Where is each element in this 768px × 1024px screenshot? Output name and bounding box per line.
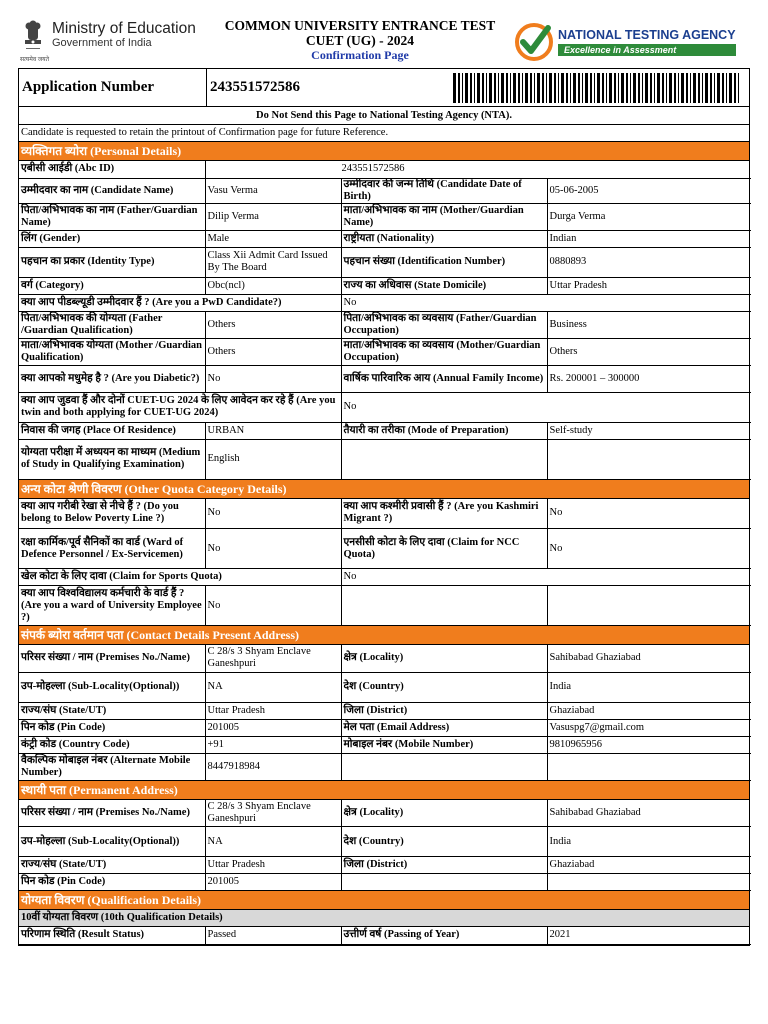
- twin-value: No: [341, 392, 751, 422]
- ministry-logo: [18, 20, 196, 60]
- passing-year-label: उत्तीर्ण वर्ष (Passing of Year): [341, 927, 547, 944]
- gender-label: लिंग (Gender): [19, 230, 205, 247]
- residence-label: निवास की जगह (Place Of Residence): [19, 422, 205, 439]
- email-label: मेल पता (Email Address): [341, 719, 547, 736]
- government-name: Government of India: [52, 37, 152, 49]
- mother-qualification-value: Others: [205, 338, 341, 365]
- present-state-value: Uttar Pradesh: [205, 702, 341, 719]
- mother-qualification-label: माता/अभिभावक योग्यता (Mother /Guardian Qualification): [19, 338, 205, 365]
- present-district-value: Ghaziabad: [547, 702, 751, 719]
- present-country-label: देश (Country): [341, 672, 547, 702]
- present-pin-value: 201005: [205, 719, 341, 736]
- permanent-address-header: स्थायी पता (Permanent Address): [19, 781, 749, 800]
- permanent-country-label: देश (Country): [341, 827, 547, 857]
- identification-number-label: पहचान संख्या (Identification Number): [341, 247, 547, 277]
- retain-note: Candidate is requested to retain the printout of Confirmation page for future Reference.: [19, 125, 749, 142]
- ministry-name: Ministry of Education: [52, 20, 196, 37]
- dob-label: उम्मीदवार की जन्म तिथि (Candidate Date of Birth): [341, 178, 547, 203]
- kashmiri-migrant-value: No: [547, 499, 751, 529]
- present-premises-label: परिसर संख्या / नाम (Premises No./Name): [19, 645, 205, 672]
- ncc-quota-value: No: [547, 529, 751, 569]
- permanent-district-value: Ghaziabad: [547, 857, 751, 874]
- permanent-state-label: राज्य/संघ (State/UT): [19, 857, 205, 874]
- preparation-mode-value: Self-study: [547, 422, 751, 439]
- tenth-qualification-header: 10वीं योग्यता विवरण (10th Qualification Details): [19, 910, 749, 927]
- state-domicile-value: Uttar Pradesh: [547, 277, 751, 294]
- mother-occupation-label: माता/अभिभावक का व्यवसाय (Mother/Guardian Occupation): [341, 338, 547, 365]
- passing-year-value: 2021: [547, 927, 751, 944]
- abc-id-value: 243551572586: [205, 161, 751, 178]
- present-address-table: [19, 645, 751, 781]
- identity-type-value: Class Xii Admit Card Issued By The Board: [205, 247, 341, 277]
- exam-title: COMMON UNIVERSITY ENTRANCE TEST: [224, 18, 496, 33]
- gender-value: Male: [205, 230, 341, 247]
- mobile-value: 9810965956: [547, 736, 751, 753]
- category-label: वर्ग (Category): [19, 277, 205, 294]
- father-name-value: Dilip Verma: [205, 203, 341, 230]
- permanent-address-table: [19, 800, 751, 892]
- defence-ward-value: No: [205, 529, 341, 569]
- mobile-label: मोबाइल नंबर (Mobile Number): [341, 736, 547, 753]
- do-not-send-notice: Do Not Send this Page to National Testing Agency (NTA).: [19, 107, 749, 125]
- agency-name: NATIONAL TESTING AGENCY: [558, 28, 736, 42]
- page-header: [0, 0, 768, 68]
- nationality-label: राष्ट्रीयता (Nationality): [341, 230, 547, 247]
- barcode-icon: [453, 73, 743, 103]
- page-title: Confirmation Page: [311, 48, 409, 62]
- result-status-value: Passed: [205, 927, 341, 944]
- permanent-premises-value: C 28/s 3 Shyam Enclave Ganeshpuri: [205, 800, 341, 827]
- permanent-locality-label: क्षेत्र (Locality): [341, 800, 547, 827]
- agency-tagline: Excellence in Assessment: [558, 44, 736, 56]
- diabetic-label: क्या आपको मधुमेह है ? (Are you Diabetic?): [19, 365, 205, 392]
- result-status-label: परिणाम स्थिति (Result Status): [19, 927, 205, 944]
- exam-heading: [210, 18, 510, 63]
- father-occupation-label: पिता/अभिभावक का व्यवसाय (Father/Guardian Occupation): [341, 311, 547, 338]
- state-domicile-label: राज्य का अधिवास (State Domicile): [341, 277, 547, 294]
- mother-occupation-value: Others: [547, 338, 751, 365]
- permanent-locality-value: Sahibabad Ghaziabad: [547, 800, 751, 827]
- alt-mobile-label: वैकल्पिक मोबाइल नंबर (Alternate Mobile Number): [19, 753, 205, 780]
- present-premises-value: C 28/s 3 Shyam Enclave Ganeshpuri: [205, 645, 341, 672]
- pwd-value: No: [341, 294, 751, 311]
- candidate-name-value: Vasu Verma: [205, 178, 341, 203]
- bpl-value: No: [205, 499, 341, 529]
- father-occupation-value: Business: [547, 311, 751, 338]
- application-number-label: Application Number: [19, 69, 207, 106]
- quota-details-header: अन्य कोटा श्रेणी विवरण (Other Quota Category Details): [19, 480, 749, 499]
- twin-label: क्या आप जुडवा हैं और दोनों CUET-UG 2024 के लिए आवेदन कर रहे हैं (Are you twin and both applying for CUET-UG 2024): [19, 392, 341, 422]
- ncc-quota-label: एनसीसी कोटा के लिए दावा (Claim for NCC Quota): [341, 529, 547, 569]
- present-district-label: जिला (District): [341, 702, 547, 719]
- emblem-caption: सत्यमेव जयते: [20, 57, 50, 63]
- mother-name-label: माता/अभिभावक का नाम (Mother/Guardian Name): [341, 203, 547, 230]
- university-ward-label: क्या आप विश्वविद्यालय कर्मचारी के वार्ड हैं ? (Are you a ward of University Employee ?): [19, 586, 205, 626]
- alt-mobile-value: 8447918984: [205, 753, 341, 780]
- father-name-label: पिता/अभिभावक का नाम (Father/Guardian Name): [19, 203, 205, 230]
- permanent-sublocality-value: NA: [205, 827, 341, 857]
- nationality-value: Indian: [547, 230, 751, 247]
- category-value: Obc(ncl): [205, 277, 341, 294]
- residence-value: URBAN: [205, 422, 341, 439]
- candidate-name-label: उम्मीदवार का नाम (Candidate Name): [19, 178, 205, 203]
- sports-quota-value: No: [341, 569, 751, 586]
- nta-logo: [514, 22, 736, 62]
- medium-label: योग्यता परीक्षा में अध्ययन का माध्यम (Medium of Study in Qualifying Examination): [19, 439, 205, 479]
- present-locality-value: Sahibabad Ghaziabad: [547, 645, 751, 672]
- qualification-details-header: योग्यता विवरण (Qualification Details): [19, 891, 749, 910]
- permanent-state-value: Uttar Pradesh: [205, 857, 341, 874]
- present-sublocality-label: उप-मोहल्ला (Sub-Locality(Optional)): [19, 672, 205, 702]
- permanent-country-value: India: [547, 827, 751, 857]
- father-qualification-label: पिता/अभिभावक की योग्यता (Father /Guardian Qualification): [19, 311, 205, 338]
- medium-value: English: [205, 439, 341, 479]
- permanent-district-label: जिला (District): [341, 857, 547, 874]
- email-value: Vasuspg7@gmail.com: [547, 719, 751, 736]
- national-emblem-icon: [18, 20, 48, 60]
- defence-ward-label: रक्षा कार्मिक/पूर्व सैनिकों का वार्ड (Ward of Defence Personnel / Ex-Servicemen): [19, 529, 205, 569]
- kashmiri-migrant-label: क्या आप कश्मीरी प्रवासी हैं ? (Are you Kashmiri Migrant ?): [341, 499, 547, 529]
- personal-details-table: [19, 161, 751, 480]
- present-locality-label: क्षेत्र (Locality): [341, 645, 547, 672]
- application-number-row: [19, 69, 749, 107]
- identity-type-label: पहचान का प्रकार (Identity Type): [19, 247, 205, 277]
- family-income-label: वार्षिक पारिवारिक आय (Annual Family Income): [341, 365, 547, 392]
- personal-details-header: व्यक्तिगत ब्योरा (Personal Details): [19, 142, 749, 161]
- present-country-value: India: [547, 672, 751, 702]
- father-qualification-value: Others: [205, 311, 341, 338]
- present-sublocality-value: NA: [205, 672, 341, 702]
- sports-quota-label: खेल कोटा के लिए दावा (Claim for Sports Quota): [19, 569, 341, 586]
- present-pin-label: पिन कोड (Pin Code): [19, 719, 205, 736]
- permanent-premises-label: परिसर संख्या / नाम (Premises No./Name): [19, 800, 205, 827]
- confirmation-form: [18, 68, 750, 946]
- present-state-label: राज्य/संघ (State/UT): [19, 702, 205, 719]
- quota-details-table: [19, 499, 751, 627]
- bpl-label: क्या आप गरीबी रेखा से नीचे हैं ? (Do you belong to Below Poverty Line ?): [19, 499, 205, 529]
- permanent-sublocality-label: उप-मोहल्ला (Sub-Locality(Optional)): [19, 827, 205, 857]
- present-address-header: संपर्क ब्योरा वर्तमान पता (Contact Details Present Address): [19, 626, 749, 645]
- exam-subtitle: CUET (UG) - 2024: [305, 33, 415, 48]
- country-code-label: कंट्री कोड (Country Code): [19, 736, 205, 753]
- pwd-label: क्या आप पीडब्ल्यूडी उम्मीदवार हैं ? (Are you a PwD Candidate?): [19, 294, 341, 311]
- family-income-value: Rs. 200001 – 300000: [547, 365, 751, 392]
- abc-id-label: एबीसी आईडी (Abc ID): [19, 161, 205, 178]
- identification-number-value: 0880893: [547, 247, 751, 277]
- preparation-mode-label: तैयारी का तरीका (Mode of Preparation): [341, 422, 547, 439]
- permanent-pin-label: पिन कोड (Pin Code): [19, 874, 205, 891]
- diabetic-value: No: [205, 365, 341, 392]
- permanent-pin-value: 201005: [205, 874, 341, 891]
- application-number-value: 243551572586: [210, 79, 300, 95]
- dob-value: 05-06-2005: [547, 178, 751, 203]
- barcode: [447, 69, 749, 106]
- mother-name-value: Durga Verma: [547, 203, 751, 230]
- nta-check-icon: [514, 22, 554, 62]
- university-ward-value: No: [205, 586, 341, 626]
- country-code-value: +91: [205, 736, 341, 753]
- tenth-qualification-table: [19, 927, 751, 945]
